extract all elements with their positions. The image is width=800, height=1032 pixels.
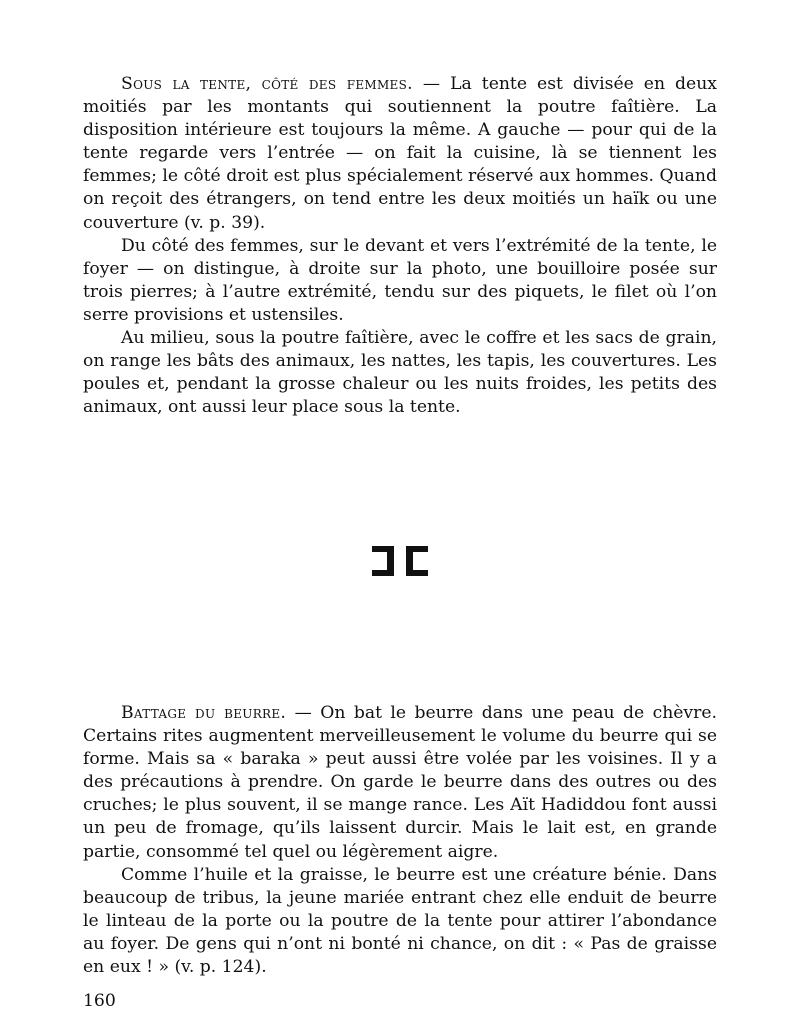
double-bracket-ornament-icon (370, 543, 430, 579)
paragraph (83, 73, 717, 235)
section-sous-la-tente (83, 73, 717, 419)
paragraph: Au milieu, sous la poutre faîtière, avec le coffre et les sacs de grain, on range les bâts des animaux, les nattes, les tapis, les couvertures. Les poules et, pendant la grosse chaleur ou les nuits froides, les petits des animaux, ont aussi leur place sous la tente. (83, 328, 717, 418)
paragraph: Du côté des femmes, sur le devant et vers l’extrémité de la tente, le foyer — on distingue, à droite sur la photo, une bouilloire posée sur trois pierres; à l’autre extrémité, tendu sur des piquets, le filet où l’on serre provisions et ustensiles. (83, 235, 717, 325)
paragraph-text: — On bat le beurre dans une peau de chèvre. Certains rites augmentent merveilleusement le volume du beurre qui se forme. Mais sa « baraka » peut aussi être volée par les voisines. Il y a des précautions à prendre. On garde le beurre dans des outres ou des cruches; le plus souvent, il se mange rance. Les Aït Hadiddou font aussi un peu de fromage, qu’ils laissent durcir. Mais le lait est, en grande partie, consommé tel quel ou légèrement aigre. (83, 703, 717, 862)
paragraph (83, 702, 717, 864)
paragraph-text: — La tente est divisée en deux moitiés par les montants qui soutiennent la poutre faîtière. La disposition intérieure est toujours la même. A gauche — pour qui de la tente regarde vers l’entrée — on fait la cuisine, là se tiennent les femmes; le côté droit est plus spécialement réservé aux hommes. Quand on reçoit des étrangers, on tend entre les deux moitiés un haïk ou une couverture (v. p. 39). (83, 74, 717, 233)
section-battage-du-beurre (83, 702, 717, 979)
section-heading: Battage du beurre. (121, 703, 287, 723)
page-number: 160 (83, 991, 116, 1011)
section-heading: Sous la tente, côté des femmes. (121, 74, 413, 94)
paragraph: Comme l’huile et la graisse, le beurre est une créature bénie. Dans beaucoup de tribus, la jeune mariée entrant chez elle enduit de beurre le linteau de la porte ou la poutre de la tente pour attirer l’abondance au foyer. De gens qui n’ont ni bonté ni chance, on dit : « Pas de graisse en eux ! » (v. p. 124). (83, 864, 717, 978)
